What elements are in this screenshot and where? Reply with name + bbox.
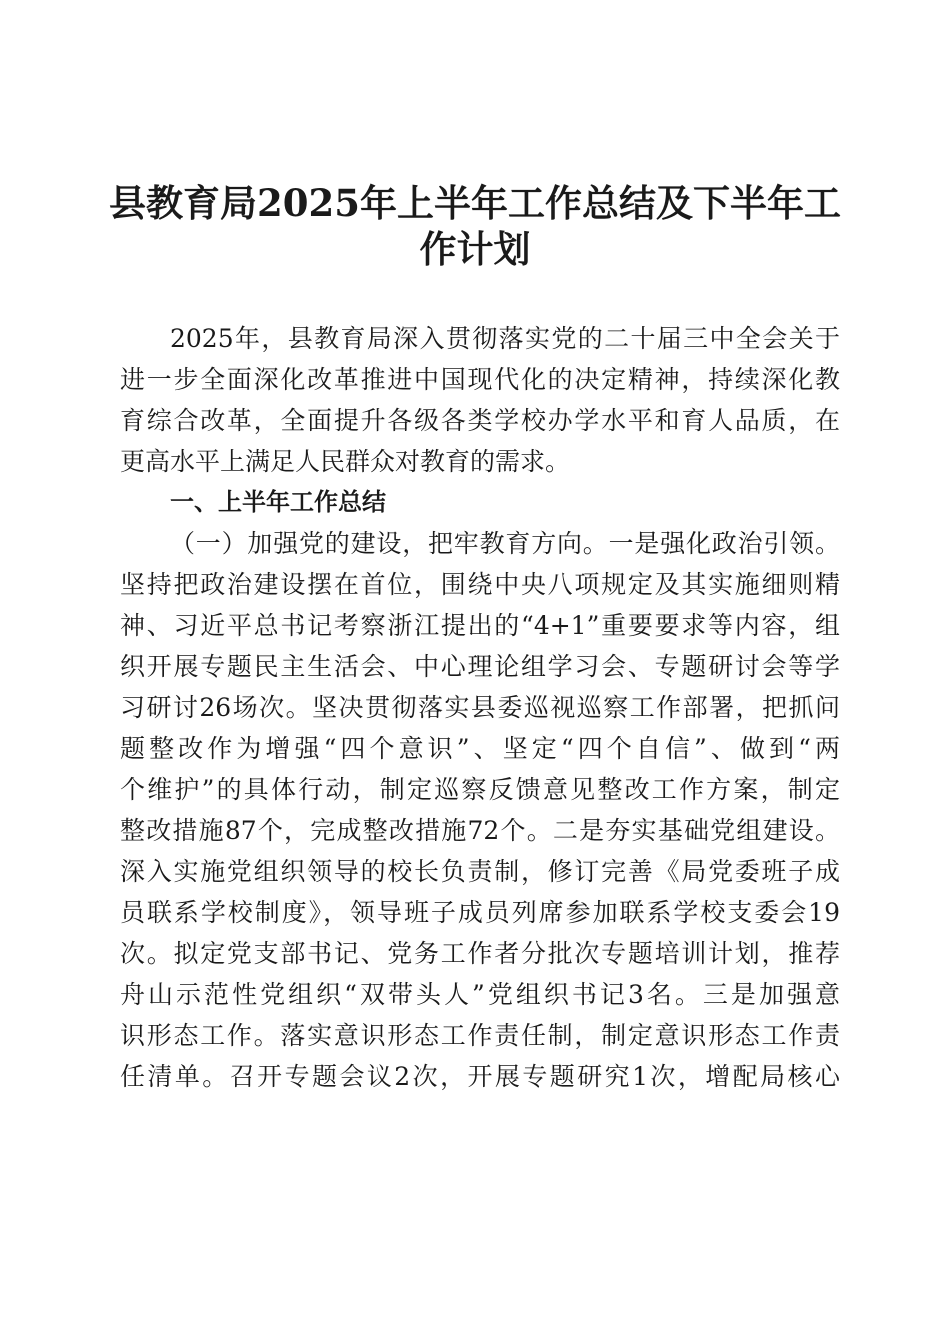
section-line: 次。拟定党支部书记、党务工作者分批次专题培训计划，推荐 bbox=[120, 939, 840, 968]
intro-line: 2025年，县教育局深入贯彻落实党的二十届三中全会关于 bbox=[170, 324, 840, 353]
document-body bbox=[120, 318, 840, 1097]
intro-line: 更高水平上满足人民群众对教育的需求。 bbox=[120, 447, 571, 476]
section-line: （一）加强党的建设，把牢教育方向。一是强化政治引领。 bbox=[170, 529, 840, 558]
intro-line: 进一步全面深化改革推进中国现代化的决定精神，持续深化教 bbox=[120, 365, 840, 394]
section-line: 舟山示范性党组织“双带头人”党组织书记3名。三是加强意 bbox=[120, 980, 840, 1009]
section-line: 神、习近平总书记考察浙江提出的“4+1”重要要求等内容，组 bbox=[120, 611, 840, 640]
section-line: 题整改作为增强“四个意识”、坚定“四个自信”、做到“两 bbox=[120, 734, 840, 763]
section-line: 坚持把政治建设摆在首位，围绕中央八项规定及其实施细则精 bbox=[120, 570, 840, 599]
title-line-1: 县教育局2025年上半年工作总结及下半年工 bbox=[109, 181, 841, 225]
section-line: 整改措施87个，完成整改措施72个。二是夯实基础党组建设。 bbox=[120, 816, 840, 845]
section-paragraph bbox=[120, 523, 840, 1097]
section-line: 深入实施党组织领导的校长负责制，修订完善《局党委班子成 bbox=[120, 857, 840, 886]
section-line: 个维护”的具体行动，制定巡察反馈意见整改工作方案，制定 bbox=[120, 775, 840, 804]
section-line: 习研讨26场次。坚决贯彻落实县委巡视巡察工作部署，把抓问 bbox=[120, 693, 840, 722]
intro-line: 育综合改革，全面提升各级各类学校办学水平和育人品质，在 bbox=[120, 406, 840, 435]
section-heading: 一、上半年工作总结 bbox=[170, 488, 386, 516]
title-line-2: 作计划 bbox=[419, 227, 531, 271]
section-line: 员联系学校制度》，领导班子成员列席参加联系学校支委会19 bbox=[120, 898, 840, 927]
section-line: 识形态工作。落实意识形态工作责任制，制定意识形态工作责 bbox=[120, 1021, 840, 1050]
section-line: 织开展专题民主生活会、中心理论组学习会、专题研讨会等学 bbox=[120, 652, 840, 681]
section-line: 任清单。召开专题会议2次，开展专题研究1次，增配局核心 bbox=[120, 1062, 840, 1091]
document-title bbox=[100, 180, 850, 272]
intro-paragraph bbox=[120, 318, 840, 482]
